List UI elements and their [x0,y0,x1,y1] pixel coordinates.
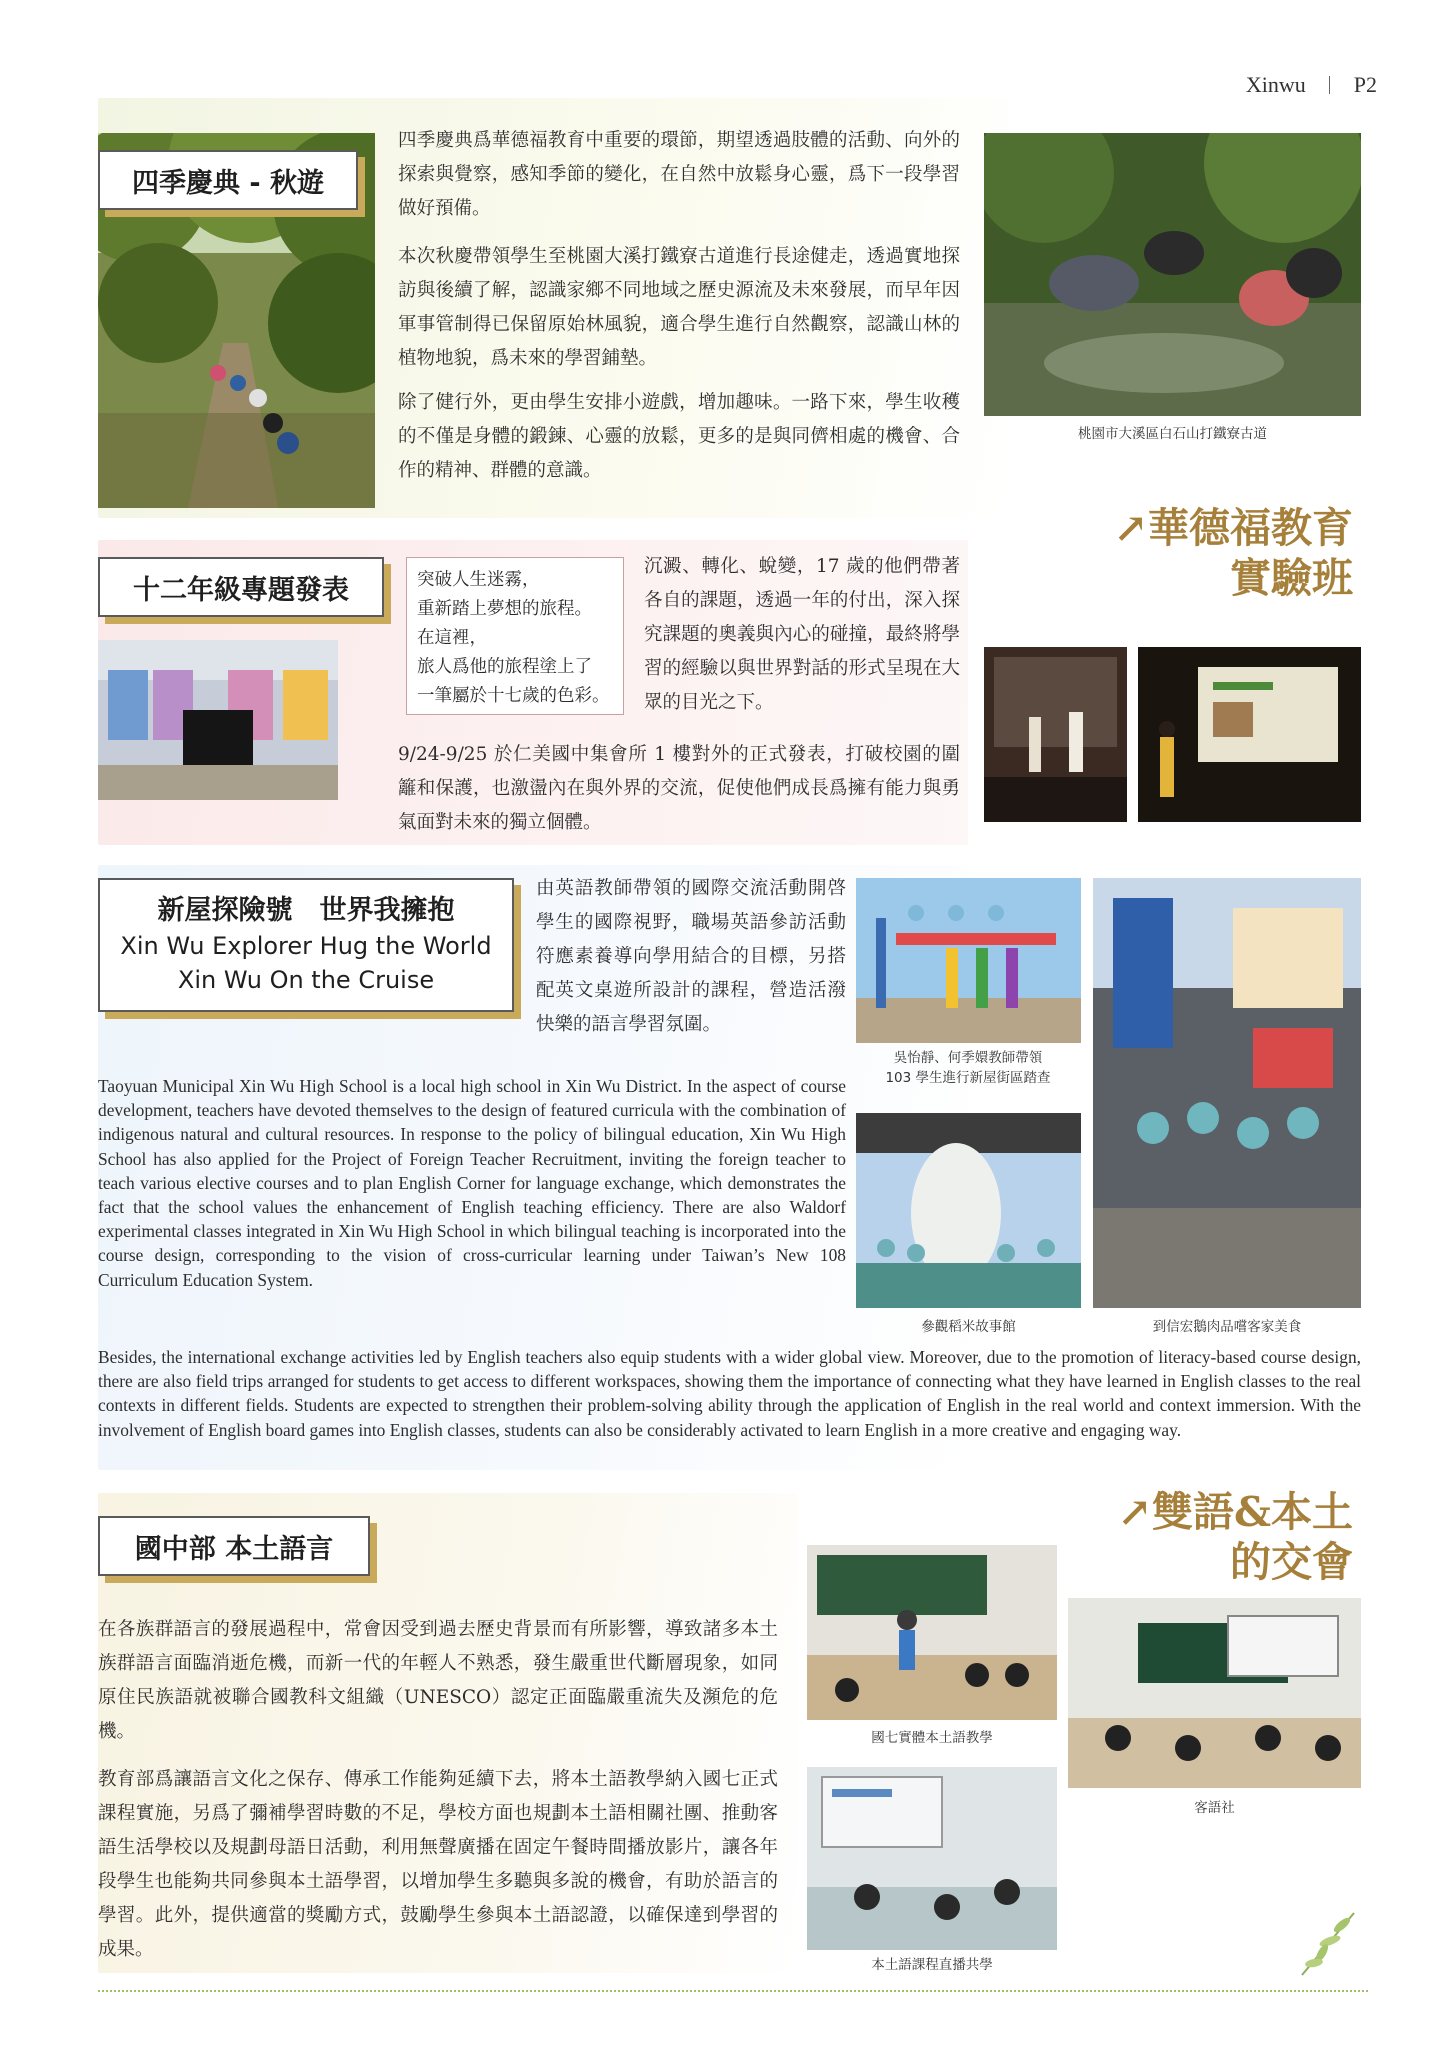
presentation-photo-2 [1138,647,1361,822]
playground-photo [856,878,1081,1043]
bilingual-deco-heading [1118,1487,1353,1587]
hakka-club-caption: 客語社 [1194,1800,1235,1816]
explorer-english-paragraph-1: Taoyuan Municipal Xin Wu High School is a local high school in Xin Wu District. In the aspect of course development, teachers have devoted themselves to the design of featured curricula with the combination of indigenous natural and cultural resources. In response to the policy of bilingual education, Xin Wu High School has also applied for the Project of Foreign Teacher Recruitment, inviting the foreign teacher to teach various elective courses and to plan English Corner for language exchange, which demonstrates the fact that the school values the enhancement of English teaching efficiency. There are also Waldorf experimental classes integrated in Xin Wu High School in which bilingual teaching is incorporated into the course design, corresponding to the vision of cross-curricular learning under Taiwan’s New 108 Curriculum Education System. [98,1076,846,1290]
street-photo [1093,878,1361,1308]
playground-caption-line2: 103 學生進行新屋街區踏查 [885,1070,1051,1086]
native-section-title [98,1516,370,1576]
classroom-image [807,1545,1057,1720]
broadcast-image [807,1767,1057,1950]
exhibition-photo [98,640,338,800]
stage-image-1 [984,647,1127,822]
quote-line-5: 一筆屬於十七歲的色彩。 [417,686,610,706]
autumn-stream-photo [984,133,1361,416]
quote-line-1: 突破人生迷霧， [417,570,540,590]
explorer-title-zh: 新屋探險號 世界我擁抱 [157,895,455,926]
broadcast-caption: 本土語課程直播共學 [871,1957,993,1973]
header-divider [1329,76,1330,94]
rice-museum-image [856,1113,1081,1308]
classroom-caption: 國七實體本土語教學 [871,1730,993,1746]
bilingual-deco-line2: 的交會 [1230,1538,1353,1586]
autumn-title-text: 四季慶典 - 秋遊 [131,167,324,199]
explorer-title-en-2: Xin Wu On the Cruise [177,966,435,994]
leaf-decoration-icon [1292,1905,1362,1980]
presentation-photo-1 [984,647,1127,822]
grade12-title-text: 十二年級專題發表 [133,574,349,606]
street-image [1093,878,1361,1308]
playground-image [856,878,1081,1043]
quote-line-2: 重新踏上夢想的旅程。 [417,599,592,619]
autumn-photo-caption: 桃園市大溪區白石山打鐵寮古道 [1078,426,1267,442]
exhibition-image [98,640,338,800]
grade12-quote-box [406,557,624,715]
explorer-intro: 由英語教師帶領的國際交流活動開啓學生的國際視野，職場英語參訪活動符應素養導向學用結合的目標，另搭配英文桌遊所設計的課程，營造活潑快樂的語言學習氛圍。 [536,878,846,1035]
explorer-english-paragraph-2: Besides, the international exchange activities led by English teachers also equip students with a wider global view. Moreover, due to the promotion of literacy-based course design, there are also field trips arranged for students to get access to different workspaces, showing them the importance of connecting what they have learned in English classes to the real contexts in different fields. Students are expected to strengthen their problem-solving ability through the application of English in the real world and context immersion. With the involvement of English board games into English classes, students can also be considerably activated to learn English in a more creative and engaging way. [98,1347,1361,1440]
street-caption: 到信宏鵝肉品嚐客家美食 [1152,1319,1302,1335]
native-paragraph-2: 教育部爲讓語言文化之保存、傳承工作能夠延續下去，將本土語教學納入國七正式課程實施，另爲了彌補學習時數的不足，學校方面也規劃本土語相關社團、推動客語生活學校以及規劃母語日活動，利用無聲廣播在固定午餐時間播放影片，讓各年段學生也能夠共同參與本土語學習，以增加學生多聽與多說的機會，有助於語言的學習。此外，提供適當的獎勵方式，鼓勵學生參與本土語認證，以確保達到學習的成果。 [98,1769,778,1960]
autumn-paragraph-2: 本次秋慶帶領學生至桃園大溪打鐵寮古道進行長途健走，透過實地探訪與後續了解，認識家鄉不同地域之歷史源流及未來發展，而早年因軍事管制得已保留原始林風貌，適合學生進行自然觀察，認識山林的植物地貌，爲未來的學習鋪墊。 [398,246,960,369]
hakka-club-photo [1068,1598,1361,1788]
waldorf-deco-line1: ↗華德福教育 [1113,504,1353,552]
footer-dotted-line [98,1990,1368,1992]
autumn-section-title [98,150,358,210]
explorer-section-title [98,878,514,1012]
rice-museum-caption: 參觀稻米故事館 [921,1319,1016,1335]
page-header [1246,72,1377,98]
waldorf-deco-line2: 實驗班 [1230,554,1353,602]
stream-image [984,133,1361,416]
rice-museum-photo [856,1113,1081,1308]
native-paragraph-1: 在各族群語言的發展過程中，常會因受到過去歷史背景而有所影響，導致諸多本土族群語言面臨消逝危機，而新一代的年輕人不熟悉，發生嚴重世代斷層現象，如同原住民族語就被聯合國教科文組織（UNESCO）認定正面臨嚴重流失及瀕危的危機。 [98,1619,778,1742]
broadcast-photo [807,1767,1057,1950]
hakka-club-image [1068,1598,1361,1788]
stage-image-2 [1138,647,1361,822]
native-title-text: 國中部 本土語言 [134,1533,334,1565]
playground-caption-line1: 吳怡靜、何季嬛教師帶領 [893,1050,1043,1066]
publication-name: Xinwu [1245,72,1306,97]
grade12-section-title [98,557,384,617]
quote-line-3: 在這裡， [417,628,487,648]
explorer-title-en-1: Xin Wu Explorer Hug the World [120,932,492,960]
grade12-paragraph-1: 沉澱、轉化、蛻變，17 歲的他們帶著各自的課題，透過一年的付出，深入探究課題的奧義與內心的碰撞，最終將學習的經驗以與世界對話的形式呈現在大眾的目光之下。 [644,556,960,713]
page-number: P2 [1353,72,1377,97]
autumn-paragraph-1: 四季慶典爲華德福教育中重要的環節，期望透過肢體的活動、向外的探索與覺察，感知季節的變化，在自然中放鬆身心靈，爲下一段學習做好預備。 [398,130,960,219]
playground-caption [848,1048,1088,1088]
grade12-paragraph-2: 9/24-9/25 於仁美國中集會所 1 樓對外的正式發表，打破校園的圍籬和保護，也激盪內在與外界的交流，促使他們成長爲擁有能力與勇氣面對未來的獨立個體。 [398,744,960,833]
quote-line-4: 旅人爲他的旅程塗上了 [417,657,592,677]
bilingual-deco-line1: ↗雙語&本土 [1117,1488,1353,1536]
autumn-paragraph-3: 除了健行外，更由學生安排小遊戲，增加趣味。一路下來，學生收穫的不僅是身體的鍛鍊、心靈的放鬆，更多的是與同儕相處的機會、合作的精神、群體的意識。 [398,392,960,481]
waldorf-deco-heading [1114,503,1353,603]
classroom-photo [807,1545,1057,1720]
